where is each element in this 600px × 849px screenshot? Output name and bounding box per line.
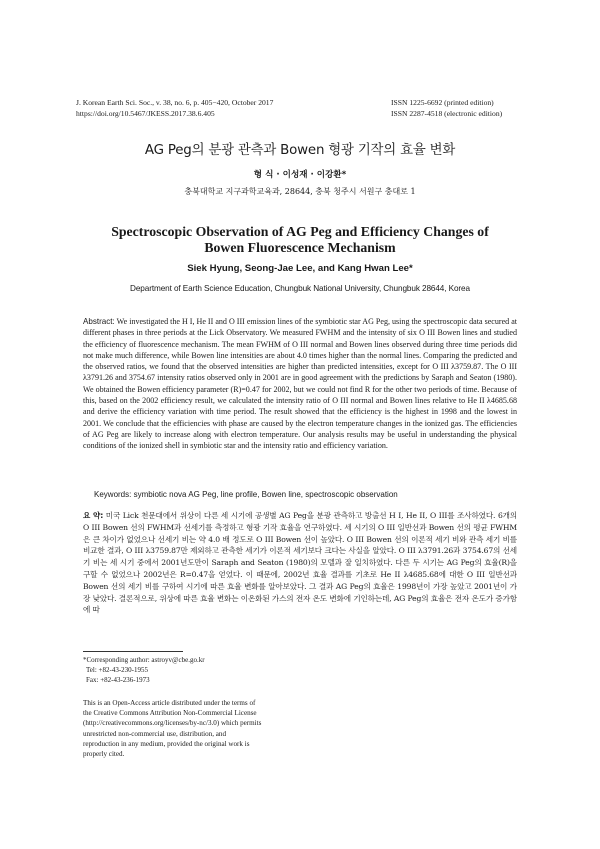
korean-authors: 형 식 · 이성재 · 이강환* bbox=[253, 170, 347, 180]
abstract bbox=[83, 316, 517, 452]
abstract-text: We investigated the H I, He II and O III emission lines of the symbiotic star AG Peg, using the spectroscopic data secured at different phases in three periods at the Lick Observatory. We measured FWHM and the intensity of six O III Bowen lines and studied the efficiency of fluorescence mechanism. The mean FWHM of O III normal and Bowen lines observed during three time periods did not make much difference, while Bowen line intensities are about 4.0 times higher than the normal lines. Comparing the predicted and the observed ratios, we found that the observed intensities are higher than predicted intensities, except for O III λ3759.87. The O III λ3791.26 and 3754.67 intensity ratios observed only in 2001 are in good agreement with the predictions by Saraph and Seaton (1980). We obtained the Bowen efficiency parameter (R)=0.47 for 2002, but we could not find R for the other two periods of time. Because of this, based on the 2002 efficiency result, we calculated the intensity ratio of O III normal and Bowen lines relative to He II λ4685.68 and derive the efficiency variation with time period. The result showed that the efficiency is the highest in 1998 and the lowest in 2001. We conclude that the efficiencies with phase are caused by the electron temperature changes in the ionized gas. The efficiencies of AG Peg are likely to increase along with electron temperature. Our analysis results may be useful in understanding the physical conditions of the ionized shell in symbiotic star and the intensity ratio and efficiency variation. bbox=[83, 317, 517, 451]
english-title bbox=[60, 224, 540, 256]
journal-citation bbox=[76, 97, 273, 119]
correspondence-footnote bbox=[83, 655, 205, 685]
english-affiliation: Department of Earth Science Education, Chungbuk National University, Chungbuk 28644, Korea bbox=[130, 284, 470, 293]
korean-title: AG Peg의 분광 관측과 Bowen 형광 기작의 효율 변화 bbox=[144, 143, 456, 158]
doi-link[interactable]: https://doi.org/10.5467/JKESS.2017.38.6.405 bbox=[76, 109, 215, 118]
keywords-label: Keywords: bbox=[94, 490, 132, 499]
corresponding-author: *Corresponding author: astroyv@cbe.go.kr bbox=[83, 656, 205, 664]
abstract-label: Abstract: bbox=[83, 317, 115, 326]
korean-affiliation: 충북대학교 지구과학교육과, 28644, 충북 청주시 서원구 충대로 1 bbox=[184, 187, 416, 196]
keywords bbox=[94, 490, 514, 499]
issn-print: ISSN 1225-6692 (printed edition) bbox=[391, 98, 494, 107]
keywords-text: symbiotic nova AG Peg, line profile, Bowen line, spectroscopic observation bbox=[133, 490, 398, 499]
license-notice: This is an Open-Access article distributed under the terms of the Creative Commons Attribution Non-Commercial License (http://creativecommons.org/licenses/by-nc/3.0) which permits unrestricted non-commercial use, distribution, and reproduction in any medium, provided the original work is properly cited. bbox=[83, 699, 262, 759]
issn-electronic: ISSN 2287-4518 (electronic edition) bbox=[391, 109, 503, 118]
english-authors: Siek Hyung, Seong-Jae Lee, and Kang Hwan Lee* bbox=[187, 263, 413, 274]
author-fax: Fax: +82-43-236-1973 bbox=[86, 676, 150, 684]
english-title-line1: Spectroscopic Observation of AG Peg and Efficiency Changes of bbox=[111, 224, 489, 239]
korean-summary-label: 요 약: bbox=[83, 511, 104, 520]
korean-summary bbox=[83, 510, 517, 616]
journal-line: J. Korean Earth Sci. Soc., v. 38, no. 6, p. 405−420, October 2017 bbox=[76, 98, 274, 107]
korean-summary-text: 미국 Lick 천문대에서 위상이 다른 세 시기에 공생별 AG Peg을 분광 관측하고 방출선 H I, He II, O III를 조사하였다. 6개의 O III Bowen 선의 FWHM과 선세기를 측정하고 형광 기작 효율을 연구하였다. 세 시기의 O III 일반선과 Bowen 선의 평균 FWHM은 큰 차이가 없었으나 선세기 비는 약 4.0 배 정도로 O III Bowen 선이 높았다. O III Bowen 선의 이론적 세기 비와 관측 세기 비를 비교한 결과, O III λ3759.87만 제외하고 관측한 세기가 이론적 세기보다 크다는 사실을 알았다. O III λ3791.26과 3754.67의 선세기 비는 세 시기 중에서 2001년도만이 Saraph and Seaton (1980)의 모델과 잘 일치하였다. 다른 두 시기는 AG Peg의 효율(R)을 구할 수 없었으나 2002년은 R=0.47을 얻었다. 이 때문에, 2002년 효율 결과를 기초로 He II λ4685.68에 대한 O III 일반선과 Bowen 선의 세기 비를 구하여 시기에 따른 효율 변화를 알아보았다. 그 결과 AG Peg의 효율은 1998년이 가장 높았고 2001년이 가장 낮았다. 결론적으로, 위상에 따른 효율 변화는 이온화된 가스의 전자 온도 변화에 기인하는데, AG Peg의 효율은 전자 온도가 증가함에 따 bbox=[83, 511, 517, 615]
english-title-line2: Bowen Fluorescence Mechanism bbox=[204, 240, 396, 255]
author-tel: Tel: +82-43-230-1955 bbox=[86, 666, 148, 674]
footnote-divider bbox=[83, 651, 183, 652]
issn-block bbox=[391, 97, 502, 119]
